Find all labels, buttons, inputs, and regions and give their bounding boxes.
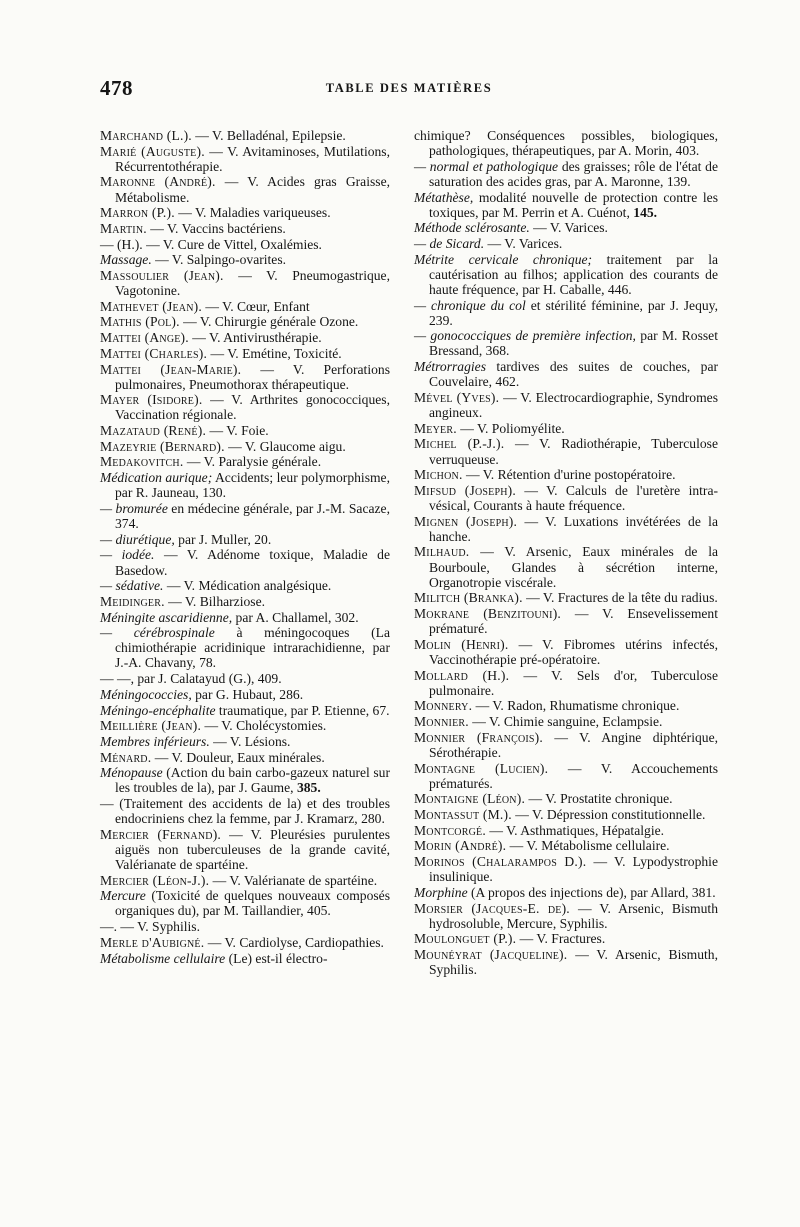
entry-text: — V. Sels d'or, Tuberculose pulmonaire. [429,667,718,698]
entry-heading: Mattei (Jean-Marie). [100,361,242,377]
entry-text: — V. Glaucome aigu. [224,438,346,454]
entry-text: — V. Pleurésies purulentes aiguës non tuberculeuses de la grande cavité, Valérianate de spartéine. [115,826,390,872]
index-entry [100,718,390,733]
index-entry [414,328,718,358]
entry-text: (Action du bain carbo-gazeux naturel sur les troubles de la), par J. Gaume, [115,765,390,796]
entry-heading: Montaigne (Léon). [414,791,526,807]
index-entry [100,951,390,966]
entry-text: — V. Ensevelissement prématuré. [429,606,719,637]
index-entry [100,703,390,718]
index-entry [100,314,390,329]
entry-heading: Martin. [100,220,147,236]
entry-text: — V. Syphilis. [117,919,200,935]
index-entry [414,590,718,605]
index-entry [100,454,390,469]
index-entry [100,625,390,670]
index-entry [414,901,718,931]
entry-heading: —. [100,919,117,935]
entry-heading: Mokrane (Benzitouni). [414,606,562,621]
entry-heading: Monnier. [414,714,469,730]
entry-text: (Le) est-il électro- [225,950,328,966]
entry-heading: Métabolisme cellulaire [100,950,226,966]
entry-text: — V. Adénome toxique, Maladie de Basedow. [115,547,391,578]
entry-heading: Métrite cervicale chronique; [414,251,593,267]
entry-heading: Marié (Auguste). [100,143,205,159]
entry-heading: Milhaud. [414,544,470,560]
entry-heading: Meillière (Jean). [100,718,202,734]
index-entry [414,838,718,853]
entry-heading: Maronne (André). [100,174,216,190]
entry-text: — V. Foie. [206,423,269,439]
index-entry [414,761,718,791]
index-entry [100,888,390,918]
entry-text: — V. Prostatite chronique. [525,791,673,807]
entry-heading: Medakovitch. [100,454,184,470]
entry-heading: Ménard. [100,749,152,765]
entry-text: — V. Fractures. [516,931,606,947]
entry-heading: — sédative. [100,578,164,594]
index-entry [100,237,390,252]
entry-heading: Mollard (H.). [414,667,510,683]
index-entry [100,299,390,314]
entry-heading: Massage. [100,252,152,268]
entry-text: — V. Antivirusthérapie. [188,330,322,346]
index-entry [100,578,390,593]
index-entry [100,796,390,826]
entry-text: — V. Asthmatiques, Hépatalgie. [485,822,665,838]
entry-text: — V. Poliomyélite. [456,420,565,436]
entry-text: — V. Arsenic, Bismuth hydrosoluble, Mercure, Syphilis. [429,900,718,931]
entry-text: chimique? Conséquences possibles, biologiques, pathologiques, thérapeutiques, par A. Morin, 403. [414,128,718,159]
index-entry [414,854,718,884]
entry-heading: — gonococciques de première infection, [414,328,636,344]
entry-heading: Meidinger. [100,593,165,609]
index-entry [414,807,718,822]
entry-heading: Morphine [414,884,468,900]
index-entry [100,346,390,361]
entry-text: — V. Belladénal, Epilepsie. [191,128,346,143]
entry-text: — V. Acides gras Graisse, Métabolisme. [115,174,390,205]
entry-text: — V. Pneumogastrique, Vagotonine. [115,268,390,299]
index-entry [100,128,390,143]
entry-heading: Mazataud (René). [100,423,207,439]
index-entry [414,159,718,189]
index-entry [100,470,390,500]
index-entry [100,330,390,345]
entry-text: traitement par la cautérisation au filhos; application des courants de haute fréquence, par H. Caballe, 446. [429,251,719,297]
entry-text: — V. Avitaminoses, Mutilations, Récurrentothérapie. [115,143,390,174]
entry-heading: — cérébrospinale [100,625,215,641]
entry-text: traumatique, par P. Etienne, 67. [215,702,390,718]
index-entry [100,765,390,795]
entry-text: par G. Hubaut, 286. [191,686,304,702]
index-entry [100,610,390,625]
entry-page-ref: 145. [633,204,658,220]
index-entry [100,935,390,950]
entry-heading: Marchand (L.). [100,128,192,143]
index-entry [100,221,390,236]
index-entry [414,730,718,760]
running-title: TABLE DES MATIÈRES [325,81,493,95]
index-entry [100,919,390,934]
index-entry [414,544,718,589]
entry-heading: Monnier (François). [414,729,543,745]
entry-heading: Méningococcies, [100,686,192,702]
entry-page-ref: 385. [296,780,321,796]
entry-heading: Mathevet (Jean). [100,298,202,314]
entry-heading: Mounéyrat (Jacqueline). [414,946,568,962]
entry-heading: Méthode sclérosante. [414,220,530,236]
entry-text: — V. Radon, Rhumatisme chronique. [472,698,680,714]
entry-text: — V. Chirurgie générale Ozone. [179,314,359,330]
index-entry [414,390,718,420]
index-entry [100,268,390,298]
entry-text: — V. Rétention d'urine postopératoire. [462,467,676,483]
entry-text: — V. Emétine, Toxicité. [207,345,342,361]
index-entry [414,236,718,251]
index-entry [100,547,390,577]
entry-text: — V. Salpingo-ovarites. [151,252,287,268]
entry-text: — V. Cure de Vittel, Oxalémies. [142,236,322,252]
index-entry [100,252,390,267]
entry-text: — V. Arthrites gonococciques, Vaccination régionale. [115,392,390,423]
index-entry [100,423,390,438]
index-entry [100,750,390,765]
entry-text: — V. Vaccins bactériens. [146,220,286,236]
entry-text: — V. Bilharziose. [164,593,266,609]
entry-heading: — (H.). [100,236,143,252]
entry-text: — V. Calculs de l'uretère intra-vésical, Courants à haute fréquence. [429,482,719,513]
entry-heading: Michon. [414,467,463,483]
index-entry [100,827,390,872]
entry-heading: Montassut (M.). [414,806,512,822]
index-entry [414,637,718,667]
entry-heading: — chronique du col [414,297,526,313]
entry-text: — V. Fibromes utérins infectés, Vaccinothérapie pré-opératoire. [429,636,718,667]
entry-heading: Mattei (Ange). [100,330,189,346]
index-entry [414,220,718,235]
entry-text: — V. Chimie sanguine, Eclampsie. [468,714,663,730]
entry-text: par J. Muller, 20. [174,531,272,547]
entry-text: — V. Médication analgésique. [163,578,332,594]
entry-heading: — normal et pathologique [414,158,559,174]
index-entry [414,714,718,729]
entry-text: par A. Challamel, 302. [232,609,359,625]
index-entry [414,436,718,466]
entry-heading: Moulonguet (P.). [414,931,517,947]
entry-text: — V. Accouchements prématurés. [429,760,718,791]
entry-text: — V. Maladies variqueuses. [174,205,331,221]
entry-text: — V. Perforations pulmonaires, Pneumothorax thérapeutique. [115,361,390,392]
entry-heading: — diurétique, [100,531,175,547]
index-entry [414,483,718,513]
index-entry [414,885,718,900]
entry-heading: Mazeyrie (Bernard). [100,438,225,454]
index-entry [100,671,390,686]
index-entry [414,298,718,328]
index-entry [414,359,718,389]
index-entry [100,687,390,702]
index-entry [414,128,718,158]
index-entry [414,421,718,436]
entry-heading: Mercier (Léon-J.). [100,872,210,888]
index-entry [100,501,390,531]
index-entry [100,144,390,174]
index-entry [100,873,390,888]
entry-heading: Membres inférieurs. [100,733,210,749]
entry-heading: Michel (P.-J.). [414,436,505,452]
entry-text: — V. Cardiolyse, Cardiopathies. [204,934,384,950]
entry-text: en médecine générale, par J.-M. Sacaze, 374. [115,500,390,532]
entry-text: par M. Rosset Bressand, 368. [429,328,718,359]
index-entry [414,931,718,946]
entry-heading: Meyer. [414,420,457,436]
entry-text: — V. Fractures de la tête du radius. [522,590,718,606]
entry-text: — V. Valérianate de spartéine. [209,872,378,888]
index-entry [100,392,390,422]
index-column-left [100,128,390,966]
entry-heading: — [100,796,114,812]
index-entry [414,252,718,297]
entry-text: — V. Métabolisme cellulaire. [506,838,670,854]
entry-heading: Monnery. [414,698,473,714]
entry-text: et stérilité féminine, par J. Jequy, 239. [429,297,718,328]
entry-heading: Méningite ascaridienne, [100,609,233,625]
entry-heading: Mifsud (Joseph). [414,482,516,498]
entry-heading: Morinos (Chalarampos D.). [414,854,587,870]
entry-heading: Merle d'Aubigné. [100,934,205,950]
index-entry [414,606,718,636]
entry-heading: Méningo-encéphalite [100,702,216,718]
entry-text: — V. Electrocardiographie, Syndromes angineux. [429,389,718,421]
entry-text: Accidents; leur polymorphisme, par R. Jauneau, 130. [115,470,390,501]
entry-text: à méningocoques (La chimiothérapie acridinique intrarachidienne, par J.-A. Chavany, 78. [115,625,390,671]
entry-heading: Montagne (Lucien). [414,760,549,776]
entry-heading: Montcorgé. [414,822,486,838]
index-entry [100,362,390,392]
entry-text: (A propos des injections de), par Allard, 381. [467,884,716,900]
entry-heading: Marron (P.). [100,205,175,221]
entry-heading: Mathis (Pol). [100,314,180,330]
index-entry [414,514,718,544]
entry-text: — V. Arsenic, Bismuth, Syphilis. [429,946,718,978]
entry-text: tardives des suites de couches, par Couvelaire, 462. [429,359,718,390]
entry-heading: Médication aurique; [100,470,213,486]
entry-heading: Métrorragies [414,359,486,375]
entry-heading: Mattei (Charles). [100,345,208,361]
index-entry [414,947,718,977]
entry-text: — V. Paralysie générale. [183,454,322,470]
entry-text: — V. Lésions. [209,733,291,749]
entry-text: — V. Arsenic, Eaux minérales de la Bourboule, Glandes à sécrétion interne, Organotropie viscérale. [429,544,718,590]
entry-heading: Mével (Yves). [414,389,500,405]
entry-heading: Massoulier (Jean). [100,268,224,283]
index-entry [100,205,390,220]
entry-heading: Morsier (Jacques-E. de). [414,900,570,916]
entry-heading: — iodée. [100,547,155,563]
entry-heading: Molin (Henri). [414,636,509,652]
index-entry [414,190,718,220]
index-entry [414,791,718,806]
entry-text: — V. Luxations invétérées de la hanche. [429,513,718,544]
entry-text: — V. Angine diphtérique, Sérothérapie. [429,729,719,760]
entry-heading: Mercier (Fernand). [100,826,222,842]
entry-heading: Mayer (Isidore). [100,392,203,408]
index-entry [100,439,390,454]
entry-text: — V. Varices. [484,236,563,252]
entry-text: (Traitement des accidents de la) et des troubles endocriniens chez la femme, par J. Kramarz, 280. [113,796,390,827]
entry-text: — V. Lypodystrophie insulinique. [429,854,718,885]
entry-text: — V. Cholécystomies. [201,718,327,734]
page-header [100,76,718,102]
entry-heading: — bromurée [100,500,168,516]
page-number: 478 [100,76,133,100]
index-entry [100,594,390,609]
entry-heading: Militch (Branka). [414,590,523,606]
entry-text: — V. Douleur, Eaux minérales. [151,749,325,765]
index-entry [100,734,390,749]
index-entry [414,467,718,482]
entry-text: des graisses; rôle de l'état de saturation des acides gras, par A. Maronne, 139. [429,158,719,189]
entry-text: — V. Cœur, Enfant [201,298,310,314]
entry-text: par J. Calatayud (G.), 409. [133,671,282,687]
entry-text: — V. Radiothérapie, Tuberculose verruqueuse. [429,436,719,467]
entry-heading: — —, [100,671,134,687]
entry-heading: Morin (André). [414,838,507,854]
entry-text: modalité nouvelle de protection contre les toxiques, par M. Perrin et A. Cuénot, [429,189,718,220]
index-entry [414,698,718,713]
entry-heading: — de Sicard. [414,236,485,252]
index-entry [100,532,390,547]
entry-heading: Mignen (Joseph). [414,513,518,529]
entry-text: — V. Varices. [529,220,608,236]
entry-heading: Ménopause [100,765,163,781]
index-column-right [414,128,718,978]
entry-text: (Toxicité de quelques nouveaux composés organiques du), par M. Taillandier, 405. [115,888,390,919]
entry-text: — V. Dépression constitutionnelle. [511,806,706,822]
entry-heading: Mercure [100,888,146,904]
entry-heading: Métathèse, [414,189,474,205]
index-entry [100,174,390,204]
index-entry [414,823,718,838]
index-entry [414,668,718,698]
